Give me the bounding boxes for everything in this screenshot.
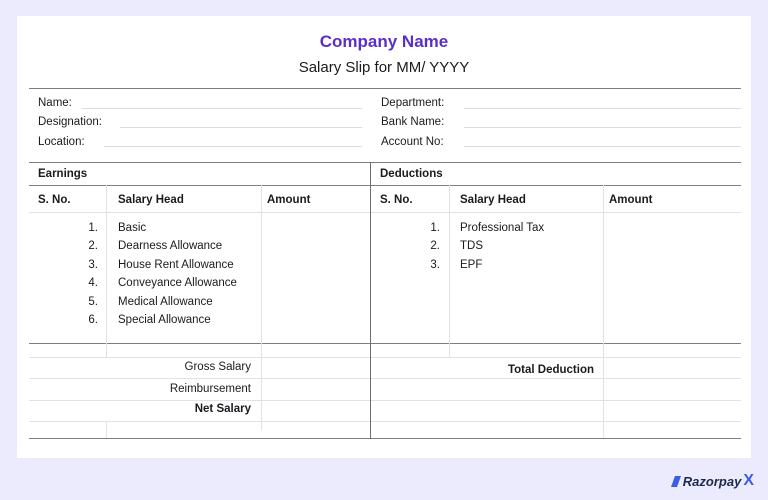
divider (29, 88, 741, 89)
earnings-col-sno: S. No. (38, 194, 71, 206)
section-header-border (29, 185, 741, 186)
table-top-border (29, 162, 741, 163)
location-label: Location: (38, 136, 85, 148)
earnings-sno: 3. (88, 259, 98, 271)
earnings-sno: 2. (88, 240, 98, 252)
total-deduction-label: Total Deduction (507, 364, 594, 376)
column-header-border (29, 212, 741, 213)
deductions-title: Deductions (380, 168, 443, 180)
department-label: Department: (381, 97, 445, 109)
earnings-head: Basic (118, 222, 147, 234)
earnings-head: House Rent Allowance (118, 259, 234, 271)
deductions-col-head: Salary Head (460, 194, 526, 206)
salary-slip-card (17, 16, 751, 458)
deductions-col-sno: S. No. (380, 194, 413, 206)
col-divider (449, 185, 450, 357)
earnings-head: Dearness Allowance (118, 240, 223, 252)
location-field[interactable] (104, 146, 362, 147)
earnings-head: Medical Allowance (118, 296, 213, 308)
slip-subtitle: Salary Slip for MM/ YYYY (298, 59, 470, 76)
earnings-title: Earnings (38, 168, 88, 180)
name-label: Name: (38, 97, 72, 109)
earnings-sno: 6. (88, 314, 98, 326)
earnings-col-amount: Amount (267, 194, 311, 206)
row-line (29, 357, 741, 358)
account-no-label: Account No: (381, 136, 444, 148)
row-line (29, 421, 741, 422)
col-divider (261, 185, 262, 430)
center-divider (370, 162, 371, 439)
deductions-sno: 2. (430, 240, 440, 252)
row-line (29, 400, 741, 401)
logo-text: Razorpay (682, 473, 742, 489)
net-salary-label: Net Salary (194, 403, 251, 415)
earnings-col-head: Salary Head (118, 194, 184, 206)
bank-name-label: Bank Name: (381, 116, 445, 128)
account-no-field[interactable] (464, 146, 741, 147)
company-name: Company Name (319, 32, 449, 51)
earnings-sno: 1. (88, 222, 98, 234)
razorpay-mark-icon (671, 476, 681, 487)
col-divider (603, 185, 604, 438)
logo-suffix: X (743, 472, 754, 489)
table-bottom-border (29, 438, 741, 439)
earnings-head: Special Allowance (118, 314, 211, 326)
deductions-head: TDS (460, 240, 483, 252)
gross-salary-label: Gross Salary (184, 361, 251, 373)
name-field[interactable] (82, 108, 362, 109)
deductions-col-amount: Amount (609, 194, 653, 206)
earnings-sno: 4. (88, 277, 98, 289)
designation-label: Designation: (38, 116, 102, 128)
row-line (29, 378, 741, 379)
reimbursement-label: Reimbursement (169, 383, 251, 395)
designation-field[interactable] (120, 127, 362, 128)
earnings-head: Conveyance Allowance (118, 277, 237, 289)
deductions-sno: 3. (430, 259, 440, 271)
earnings-sno: 5. (88, 296, 98, 308)
col-divider (106, 421, 107, 438)
deductions-head: EPF (460, 259, 483, 271)
deductions-sno: 1. (430, 222, 440, 234)
items-bottom-border (29, 343, 741, 344)
razorpayx-logo (671, 472, 754, 490)
department-field[interactable] (464, 108, 741, 109)
bank-name-field[interactable] (464, 127, 741, 128)
deductions-head: Professional Tax (460, 222, 545, 234)
col-divider (106, 185, 107, 357)
